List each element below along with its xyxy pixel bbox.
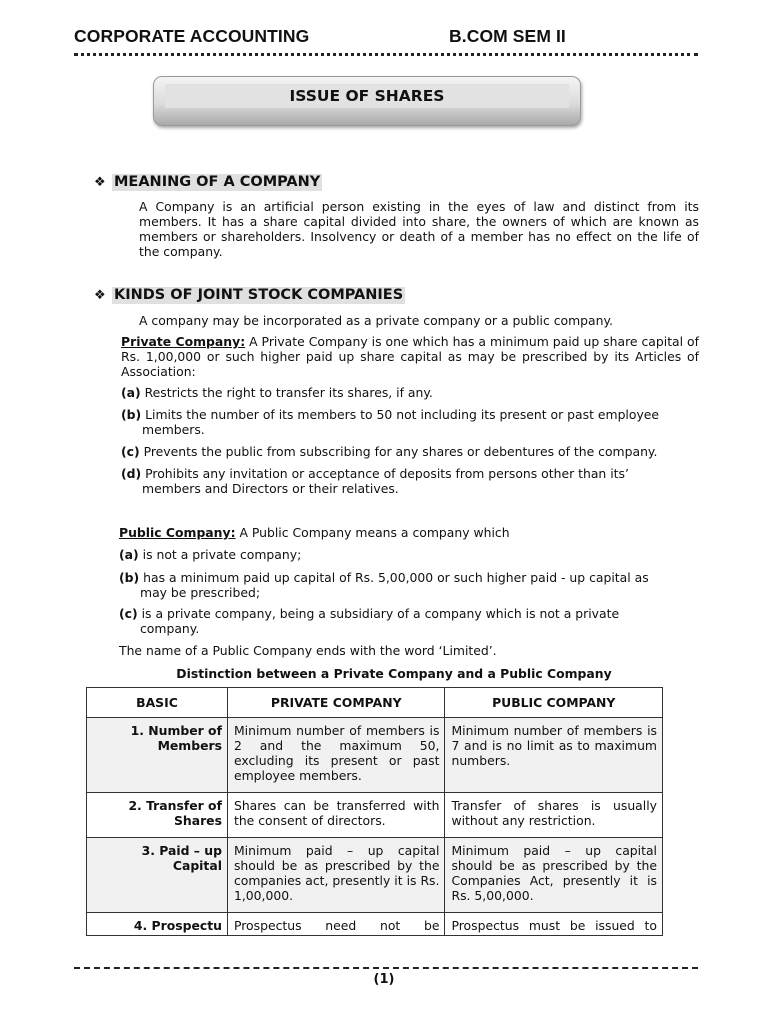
private-company-text: A Private Company is one which has a minimum paid up share capital of Rs. 1,00,000 or such higher paid up share capital as may be prescribed by its Articles of Association: bbox=[121, 334, 699, 379]
section-heading-kinds bbox=[94, 287, 405, 303]
section-heading-meaning bbox=[94, 174, 322, 190]
company-definition: A Company is an artificial person existing in the eyes of law and distinct from its members. It has a share capital divided into share, the owners of which are known as members or shareholders. Insolvency or death of a member has no effect on the life of the company. bbox=[139, 199, 699, 259]
table-row bbox=[87, 913, 663, 936]
column-header: PRIVATE COMPANY bbox=[227, 688, 445, 718]
public-company-text: A Public Company means a company which bbox=[235, 525, 510, 540]
comparison-table bbox=[86, 687, 663, 936]
public-company-label: Public Company: bbox=[119, 525, 236, 540]
column-header: PUBLIC COMPANY bbox=[445, 688, 663, 718]
table-cell-basic: 4. Prospectu bbox=[87, 913, 228, 936]
list-item: (b) has a minimum paid up capital of Rs. 5,00,000 or such higher paid - up capital as may be prescribed; bbox=[119, 570, 649, 600]
table-cell-public: Transfer of shares is usually without any restriction. bbox=[445, 793, 663, 838]
public-company-note: The name of a Public Company ends with the word ‘Limited’. bbox=[119, 643, 497, 658]
list-item: (c) is a private company, being a subsidiary of a company which is not a private company. bbox=[119, 606, 620, 636]
table-cell-private: Minimum paid – up capital should be as prescribed by the companies act, presently it is Rs. 1,00,000. bbox=[227, 838, 445, 913]
running-header bbox=[74, 26, 698, 50]
list-item: (c) Prevents the public from subscribing for any shares or debentures of the company. bbox=[121, 444, 658, 459]
page-number: (1) bbox=[373, 972, 395, 987]
table-row bbox=[87, 793, 663, 838]
table-caption: Distinction between a Private Company and a Public Company bbox=[176, 666, 612, 681]
list-item: (a) Restricts the right to transfer its shares, if any. bbox=[121, 385, 433, 400]
table-row bbox=[87, 718, 663, 793]
list-item: (d) Prohibits any invitation or acceptance of deposits from persons other than its’ members and Directors or their relatives. bbox=[121, 466, 629, 496]
table-row bbox=[87, 838, 663, 913]
list-item: (b) Limits the number of its members to 50 not including its present or past employee members. bbox=[121, 407, 660, 437]
table-header-row bbox=[87, 688, 663, 718]
private-company-label: Private Company: bbox=[121, 334, 246, 349]
table-cell-basic: 2. Transfer of Shares bbox=[87, 793, 228, 838]
section-heading-text: KINDS OF JOINT STOCK COMPANIES bbox=[114, 287, 404, 303]
footer-divider bbox=[74, 967, 698, 969]
title-banner bbox=[153, 76, 581, 126]
header-subject: CORPORATE ACCOUNTING bbox=[74, 26, 310, 46]
table-cell-public: Prospectus must be issued to bbox=[445, 913, 663, 936]
table-cell-private: Minimum number of members is 2 and the maximum 50, excluding its present or past employee members. bbox=[227, 718, 445, 793]
header-divider bbox=[74, 53, 698, 56]
table-cell-basic: 1. Number of Members bbox=[87, 718, 228, 793]
table-cell-public: Minimum number of members is 7 and is no limit as to maximum numbers. bbox=[445, 718, 663, 793]
table-cell-basic: 3. Paid – up Capital bbox=[87, 838, 228, 913]
diamond-bullet-icon: ❖ bbox=[94, 175, 106, 190]
column-header: BASIC bbox=[87, 688, 228, 718]
table-cell-public: Minimum paid – up capital should be as prescribed by the Companies Act, presently it is Rs. 5,00,000. bbox=[445, 838, 663, 913]
list-item: (a) is not a private company; bbox=[119, 547, 302, 562]
page-title: ISSUE OF SHARES bbox=[165, 84, 569, 108]
diamond-bullet-icon: ❖ bbox=[94, 288, 106, 303]
table-cell-private: Shares can be transferred with the consent of directors. bbox=[227, 793, 445, 838]
public-company-definition bbox=[119, 525, 699, 540]
private-company-definition bbox=[121, 334, 699, 379]
header-course: B.COM SEM II bbox=[449, 26, 566, 46]
kinds-intro: A company may be incorporated as a private company or a public company. bbox=[139, 313, 613, 328]
section-heading-text: MEANING OF A COMPANY bbox=[114, 174, 321, 190]
table-cell-private: Prospectus need not be bbox=[227, 913, 445, 936]
